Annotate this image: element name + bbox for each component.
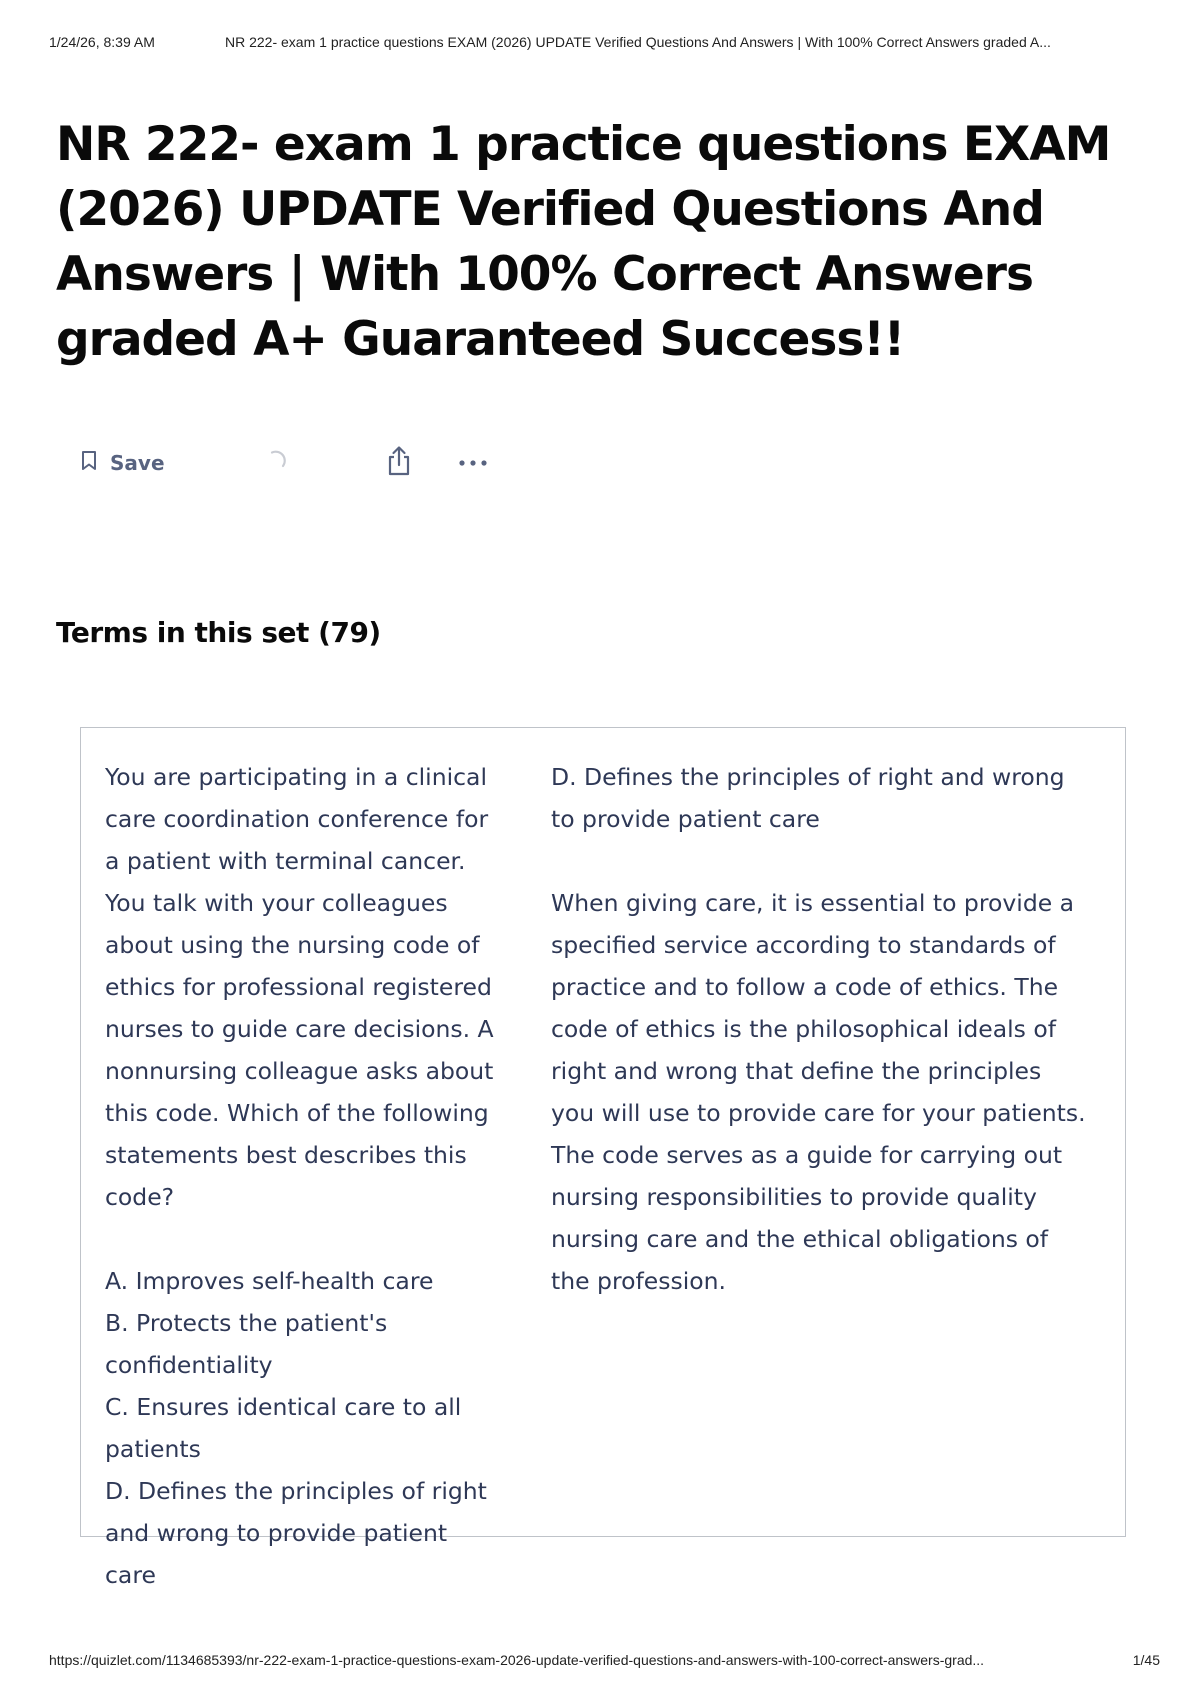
share-icon — [386, 445, 412, 482]
print-footer — [49, 1652, 1160, 1672]
set-toolbar — [80, 438, 520, 488]
save-label: Save — [110, 451, 165, 475]
page-url: https://quizlet.com/1134685393/nr-222-exam-1-practice-questions-exam-2026-update-verified-questions-and-answers-with-100-correct-answers-grad... — [49, 1652, 985, 1668]
more-options-button[interactable] — [458, 438, 488, 488]
save-button[interactable] — [80, 438, 165, 488]
term-answer: D. Defines the principles of right and wrong to provide patient care When giving care, it is essential to provide a specified service according to standards of practice and to follow a code of ethics. The code of ethics is the philosophical ideals of right and wrong that define the principles you will use to provide care for your patients. The code serves as a guide for carrying out nursing responsibilities to provide quality nursing care and the ethical obligations of the profession. — [551, 763, 1086, 1295]
terms-count-heading: Terms in this set (79) — [56, 616, 381, 649]
print-document-title: NR 222- exam 1 practice questions EXAM (2026) UPDATE Verified Questions And Answers | With 100% Correct Answers graded A... — [225, 34, 1051, 50]
print-header — [49, 34, 1160, 54]
loading-spinner — [264, 438, 288, 488]
term-question: You are participating in a clinical care coordination conference for a patient with terminal cancer. You talk with your colleagues about using the nursing code of ethics for professional registered nurses to guide care decisions. A nonnursing colleague asks about this code. Which of the following statements best describes this code? A. Improves self-health care B. Protects the patient's confidentiality C. Ensures identical care to all patients D. Defines the principles of right and wrong to provide patient care — [105, 763, 494, 1589]
page-title: NR 222- exam 1 practice questions EXAM (2026) UPDATE Verified Questions And Answers | With 100% Correct Answers graded A+ Guaranteed Success!! — [56, 117, 1111, 367]
bookmark-icon — [80, 450, 98, 477]
print-timestamp: 1/24/26, 8:39 AM — [49, 34, 155, 50]
share-button[interactable] — [386, 438, 412, 488]
more-options-icon — [458, 454, 488, 472]
loading-spinner-icon — [264, 449, 288, 478]
term-card — [80, 727, 1126, 1589]
page-number: 1/45 — [1132, 1652, 1160, 1668]
